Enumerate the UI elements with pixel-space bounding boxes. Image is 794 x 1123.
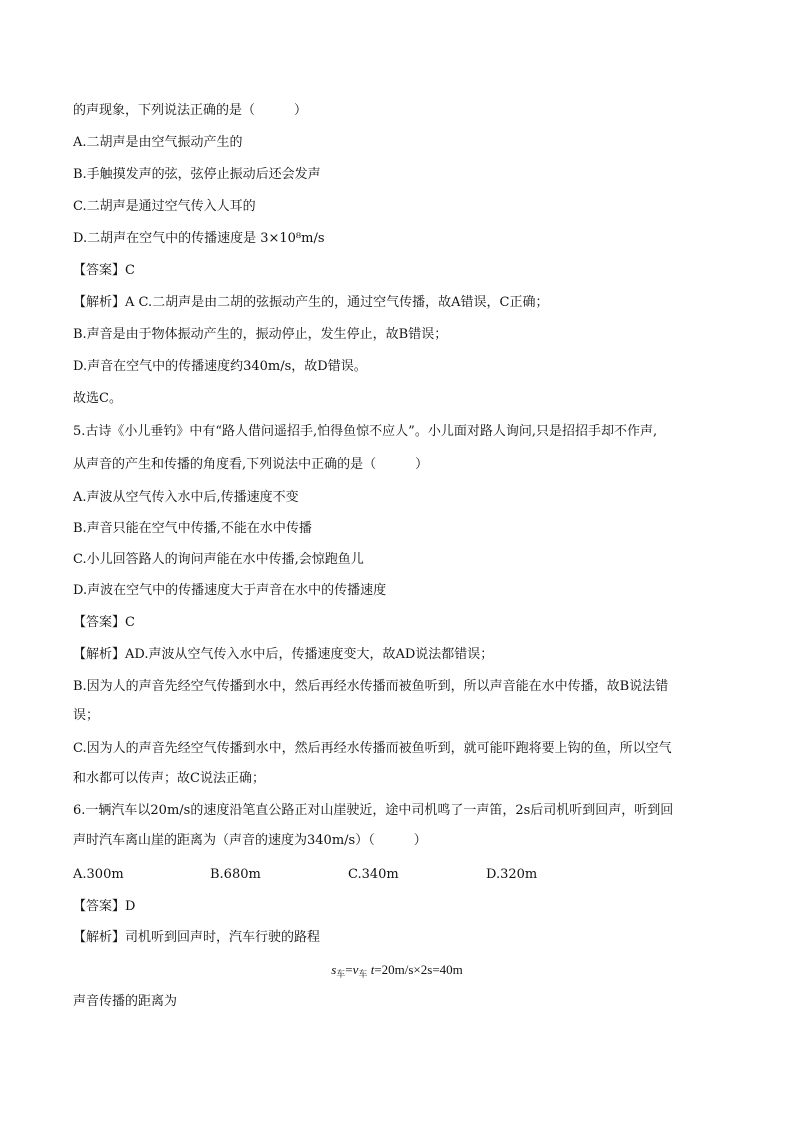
q5-stem-line-1: 5.古诗《小儿垂钓》中有“路人借问遥招手,怕得鱼惊不应人”。小儿面对路人询问,只是招招手却不作声, [73,424,658,439]
q6-option-c: C.340m [348,867,399,882]
formula-sub-car-1: 车 [336,969,346,979]
formula-result: =20m/s×2s=40m [374,962,463,977]
q6-analysis-line-2: 声音传播的距离为 [73,994,178,1009]
q5-option-a: A.声波从空气传入水中后,传播速度不变 [73,490,299,505]
q5-stem-line-2: 从声音的产生和传播的角度看,下列说法中正确的是（ ） [73,457,429,472]
q4-option-c: C.二胡声是通过空气传入人耳的 [73,199,256,214]
q6-option-d: D.320m [486,867,538,882]
q5-option-d: D.声波在空气中的传播速度大于声音在水中的传播速度 [73,583,387,598]
q4-analysis-line-1: 【解析】A C.二胡声是由二胡的弦振动产生的，通过空气传播，故A错误，C正确； [73,295,549,310]
q5-option-b: B.声音只能在空气中传播,不能在水中传播 [73,521,312,536]
formula-equals: = [345,962,353,977]
q4-answer: 【答案】C [73,263,135,278]
q5-answer: 【答案】C [73,615,135,630]
formula-t: t [370,962,375,977]
q4-stem-end: 的声现象，下列说法正确的是（ ） [73,103,308,118]
q4-conclusion: 故选C。 [73,391,122,406]
q5-option-c: C.小儿回答路人的询问声能在水中传播,会惊跑鱼儿 [73,552,364,567]
formula-v: v [352,962,359,977]
q4-analysis-line-3: D.声音在空气中的传播速度约340m/s，故D错误。 [73,359,367,374]
q6-stem-line-2: 声时汽车离山崖的距离为（声音的速度为340m/s）（ ） [73,833,427,848]
q5-analysis-line-4: C.因为人的声音先经空气传播到水中，然后再经水传播而被鱼听到，就可能吓跑将要上钩的鱼，所以空气 [73,741,672,756]
q6-stem-line-1: 6.一辆汽车以20m/s的速度沿笔直公路正对山崖驶近，途中司机鸣了一声笛，2s后司机听到回声，听到回 [73,803,674,818]
q6-option-b: B.680m [210,867,261,882]
q4-option-a: A.二胡声是由空气振动产生的 [73,135,243,150]
q6-answer: 【答案】D [73,899,136,914]
q5-analysis-line-5: 和水都可以传声；故C说法正确； [73,771,265,786]
q6-analysis-line-1: 【解析】司机听到回声时，汽车行驶的路程 [73,930,321,945]
q6-formula [0,961,794,983]
q4-option-b: B.手触摸发声的弦，弦停止振动后还会发声 [73,167,321,182]
q5-analysis-line-2: B.因为人的声音先经空气传播到水中，然后再经水传播而被鱼听到，所以声音能在水中传播，故B说法错 [73,679,669,694]
formula-sub-car-2: 车 [358,969,368,979]
q6-option-a: A.300m [73,867,124,882]
formula-s: s [331,962,337,977]
q5-analysis-line-1: 【解析】AD.声波从空气传入水中后，传播速度变大，故AD说法都错误； [73,647,494,662]
q5-analysis-line-3: 误； [73,708,100,723]
q4-analysis-line-2: B.声音是由于物体振动产生的，振动停止，发生停止，故B错误； [73,327,448,342]
q4-option-d: D.二胡声在空气中的传播速度是 3×10⁸m/s [73,231,325,246]
